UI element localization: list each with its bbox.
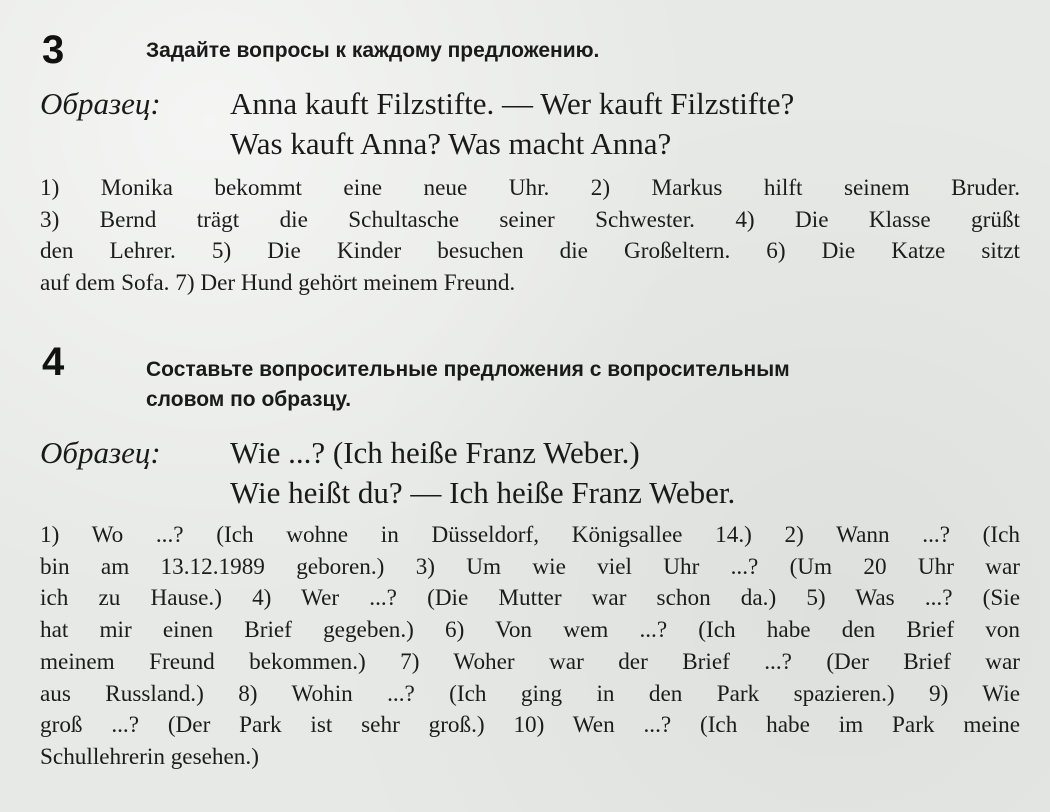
exercise-4-line: Schullehrerin gesehen.)	[40, 743, 259, 770]
exercise-4-title-line-2: словом по образцу.	[146, 388, 352, 411]
exercise-4-number: 4	[42, 340, 65, 384]
exercise-3-model-label: Образец:	[40, 86, 161, 121]
exercise-4-line: meinem Freund bekommen.) 7) Woher war der Brief ...? (Der Brief war	[40, 648, 1020, 675]
exercise-4-sentences	[40, 520, 1020, 774]
exercise-3-model-line-1	[40, 84, 794, 124]
exercise-4-line: bin am 13.12.1989 geboren.) 3) Um wie viel Uhr ...? (Um 20 Uhr war	[40, 553, 1020, 580]
exercise-4-model-line-2	[40, 473, 735, 513]
exercise-3-model-text-1: Anna kauft Filzstifte. — Wer kauft Filzstifte?	[230, 86, 795, 121]
exercise-4-model-line-1	[40, 433, 735, 473]
exercise-4-title-line-1: Составьте вопросительные предложения с вопросительным	[146, 358, 790, 381]
exercise-4-model	[40, 433, 735, 513]
exercise-3-title: Задайте вопросы к каждому предложению.	[146, 39, 600, 62]
exercise-4-line: aus Russland.) 8) Wohin ...? (Ich ging in den Park spazieren.) 9) Wie	[40, 680, 1020, 707]
exercise-3-model-line-2	[40, 124, 794, 164]
exercise-3-sentences	[40, 173, 1020, 300]
exercise-3-line: 3) Bernd trägt die Schultasche seiner Schwester. 4) Die Klasse grüßt	[40, 206, 1020, 233]
exercise-4-model-label: Образец:	[40, 435, 161, 470]
exercise-3-model-text-2: Was kauft Anna? Was macht Anna?	[230, 126, 672, 161]
exercise-3-number: 3	[42, 28, 65, 72]
exercise-4-line: groß ...? (Der Park ist sehr groß.) 10) Wen ...? (Ich habe im Park meine	[40, 712, 1020, 739]
exercise-3-model	[40, 84, 794, 164]
exercise-4-model-text-2: Wie heißt du? — Ich heiße Franz Weber.	[230, 475, 736, 510]
exercise-3-line: den Lehrer. 5) Die Kinder besuchen die Großeltern. 6) Die Katze sitzt	[40, 238, 1020, 265]
exercise-4-line: ich zu Hause.) 4) Wer ...? (Die Mutter war schon da.) 5) Was ...? (Sie	[40, 585, 1020, 612]
exercise-4-line: hat mir einen Brief gegeben.) 6) Von wem ...? (Ich habe den Brief von	[40, 617, 1020, 644]
exercise-4-title	[146, 355, 790, 415]
exercise-3-line: 1) Monika bekommt eine neue Uhr. 2) Markus hilft seinem Bruder.	[40, 175, 1020, 201]
exercise-4-line: 1) Wo ...? (Ich wohne in Düsseldorf, Königsallee 14.) 2) Wann ...? (Ich	[40, 522, 1020, 548]
exercise-4-model-text-1: Wie ...? (Ich heiße Franz Weber.)	[230, 435, 640, 470]
exercise-3-line: auf dem Sofa. 7) Der Hund gehört meinem Freund.	[40, 270, 516, 297]
